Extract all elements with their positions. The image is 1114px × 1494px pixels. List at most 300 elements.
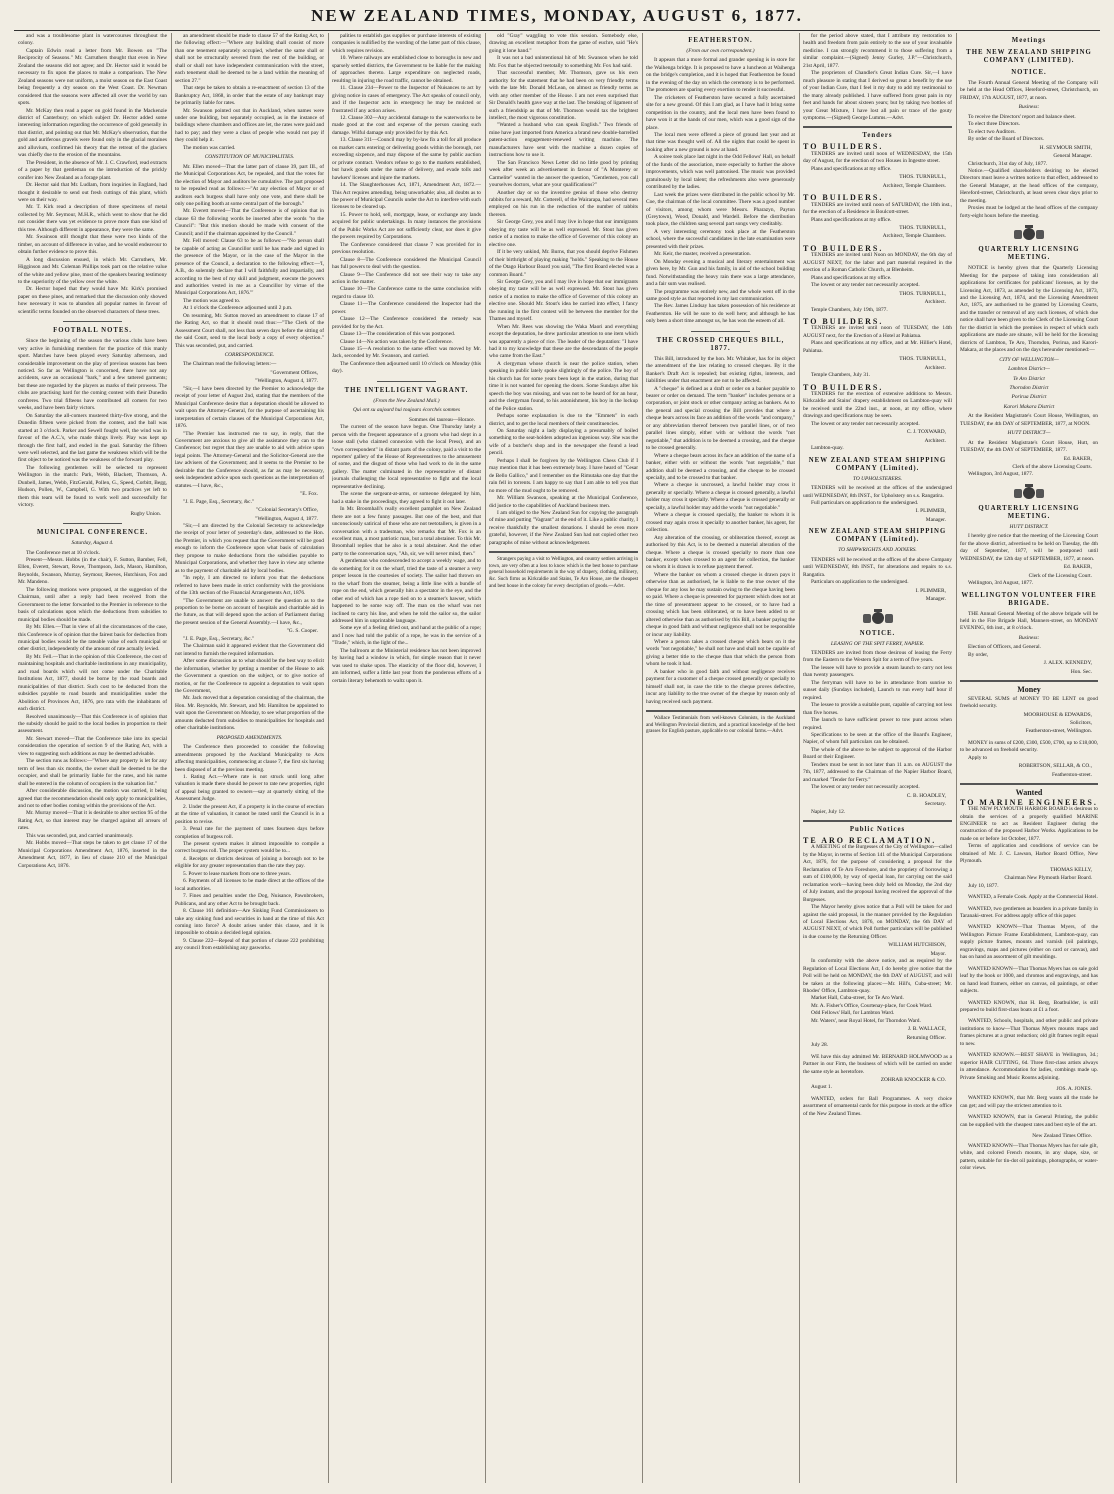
article-text: The Chairman read the following letters:— bbox=[183, 361, 277, 368]
article-text: A gentleman who condescended to accept a weekly wage, and to do something for it on the wharf, tried the taste of a steamer a very proper lesson in the courtesies of society. The sailor had thrown on to the wharf from the steamer, being a little line with a bundle of rope on the end, which generally hits a spectator in the eye, and the other end of which has a rope tied on to a steamer's hawser, which happened to be some way off. The man on the wharf was not inclined to carry his line, and when he told the sailor so, the sailor addressed him in unprintable language. bbox=[332, 558, 481, 624]
ad-text: By order of the Board of Directors. bbox=[968, 136, 1044, 143]
ad-text: The whole of the above to be subject to approval of the Harbor Board or their Engineer. bbox=[803, 746, 952, 761]
divider bbox=[377, 381, 437, 382]
ad-text: The Mayor hereby gives notice that a Poll will be taken for and against the said proposal, in the manner provided by the Regulation of Local Elections Act, 1876, on MONDAY, the 6th DAY of AUGUST NEXT, of which Poll further particulars will be published in due course by the Returning Officer. bbox=[803, 904, 952, 940]
letter-addressee: "J. E. Page, Esq., Secretary, &c." bbox=[183, 635, 255, 642]
article-text: Sir George Grey, you and I may live in hope that our immigrants obeying my taste will be as well expressed. Mr. Stout has given notice of a motion to make the office of Governor of this colony an elective one. bbox=[489, 219, 638, 248]
ad-signature: Chairman New Plymouth Harbor Board. bbox=[1004, 875, 1092, 882]
public-notices-heading: Public Notices bbox=[849, 825, 906, 833]
ad-date: Temple Chambers, July 31. bbox=[811, 372, 871, 379]
ad-signature: J. ALEX. KENNEDY, bbox=[1043, 660, 1092, 667]
ad-text: SEVERAL SUMS of MONEY TO BE LENT on good freehold security. bbox=[960, 695, 1098, 710]
ad-subtitle: NOTICE. bbox=[1011, 69, 1047, 76]
column-rule bbox=[799, 33, 800, 1483]
ad-signature: Architect, Temple Chambers. bbox=[882, 233, 946, 240]
advertisement-footer: Wallace Testimonials from well-known Colonists, in the Auckland and Wellington Provincial districts, and a practical knowledge of the best grasses for English pasture, applicable to our colonial farms.—Advt. bbox=[646, 716, 795, 735]
ad-signature: New Zealand Times Office. bbox=[1032, 1133, 1092, 1140]
letter-header: "Colonial Secretary's Office, bbox=[256, 507, 318, 514]
ad-text: A MEETING of the Burgesses of the City of Wellington—called by the Mayor, in terms of Section 141 of the Municipal Corporations Act, 1876, for the purpose of considering a proposal for the Reclamation of Te Aro Foreshore, and the propriety of borrowing a sum of £100,000, by way of special loan, for carrying out the said reclamation work—having been duly held on Monday, the 2nd day of July instant, and the proposal having received the approval of the Burgesses. bbox=[803, 844, 952, 903]
article-text: The Conference then adjourned until 10 o'clock on Monday (this day). bbox=[332, 360, 481, 375]
article-text: Perhaps I shall be forgiven by the Wellington Chess Club if I may mention that it has been extremely busy. I have heard of "Cesar de Bello Gallico," and I remember on the Rimutaka one day that the rain fell in torrents. I am happy to say that I am able to tell you that no more of the mud ought to be removed. bbox=[489, 457, 638, 494]
article-text: 11. Clause 234—Power to the Inspector of Nuisances to act by giving notice in cases of emergency. The Act speaks of council only, and if the Inspector acts in emergency he may be mulcted or frustrated if any action arises. bbox=[332, 85, 481, 114]
article-text: On Saturday night a lady displaying a presumably of boiled something to the seat-holders adopted an ingenious way. She was the wife of a butcher's shop and in the newspaper she found a lead pencil. bbox=[489, 428, 638, 457]
letter-text: "The Premier has instructed me to say, in reply, that the Government are anxious to give all the assistance they can to the Conference; but regret that they are unable to aid with advice upon legal points. The Attorney-General and the Solicitor-General are the law advisers of the Government; and it seems to the Premier to be desirable that the Conference should, as far as may be necessary, seek independent advice upon such questions as the interpretation of statutes.—I have, &c., bbox=[175, 430, 324, 489]
article-text: Mr. Swanson pointed out that in Auckland, when names were under one building, but separately occupied, as in the instance of buildings where chambers and offices are let, the rates were paid and had to pay; and they were a class of people who would not pay if they could help it. bbox=[175, 107, 324, 144]
ad-signature: ROBERTSON, SELLAR, & CO., bbox=[1018, 763, 1092, 770]
featherston-heading: FEATHERSTON. bbox=[688, 37, 753, 44]
ad-date: July 28. bbox=[811, 1042, 829, 1049]
column-rule bbox=[956, 33, 957, 1483]
ad-signature: Hon. Sec. bbox=[1070, 668, 1092, 675]
royal-crest-icon bbox=[1012, 483, 1046, 501]
article-text: Present—Messrs. Hobbs (in the chair), F. Sutton, Bamber, Fell, Ellen, Everett, Stewart, Rowe, Thompson, Jack, Mason, Hamilton, Reynolds, Swanson, Murray, Seymour, Reeves, Hutchison, Fox and Mr. Mandeno. bbox=[18, 557, 167, 586]
ad-signature: THOS. TURNBULL, bbox=[899, 224, 946, 231]
ad-subtitle: TO UPHOLSTERERS. bbox=[852, 475, 903, 482]
ad-signature: WILLIAM HUTCHISON, bbox=[888, 942, 946, 949]
column-5 bbox=[646, 33, 795, 1483]
royal-crest-icon bbox=[861, 608, 895, 626]
meeting-advertisement bbox=[960, 49, 1098, 220]
article-text: The following motions were proposed, at the suggestion of the Chairman, until after a reply had been received from the Government to the letter forwarded to the Premier in reference to the basis of calculations upon which the deductions from subsidies to municipal bodies should be made. bbox=[18, 586, 167, 623]
article-text: Clause 9—The Conference did not see their way to take any action in the matter. bbox=[332, 271, 481, 285]
ad-text: WE have this day admitted Mr. BERNARD HOLMWOOD as a Partner in our Firm, the business of which will be carried on under the same style as heretofore. bbox=[803, 1053, 952, 1075]
article-text: A very interesting ceremony took place at the Featherston school, where the successful candidates in the late examination were presented with their prizes. bbox=[646, 228, 795, 250]
article-text: On Saturday the all-comers mustered thirty-five strong, and the Dunedin fifteen were picked from the contest, and the ball was started at 3 o'clock. Parker and Sewell fought well, the wind was in favour of the A.C.'s, who made things lively. Play was kept up through the first half, and ended in the goal. Saturday the fifteen were well selected, and the last game the weakness which will be the first object to be noticed was the weakness of the forward play. bbox=[18, 412, 167, 464]
ad-text: To receive the Directors' report and balance sheet. bbox=[968, 113, 1076, 120]
ad-text: The launch to have sufficient power to tow punt across when required. bbox=[803, 717, 952, 731]
article-text: 10. Where railways are established close to boroughs in new and sparsely settled districts, the Government to be liable for the making of approaches thereto. Large expenditure on neglected roads, resulting in injuring the road traffic, cannot be obtained. bbox=[332, 55, 481, 84]
ad-text: Porirua District bbox=[1011, 394, 1047, 401]
article-text: 5. Power to lease markets from one to three years. bbox=[183, 870, 291, 877]
ad-date: July 10, 1877. bbox=[968, 882, 999, 889]
article-text: It was not a bad unintentional hit of Mr. Swanson when he told Mr. Fox that he objected teetotally to something Mr. Fox had said. bbox=[489, 55, 638, 69]
ad-text: Odd Fellows' Hall, for Lambton Ward. bbox=[811, 1010, 895, 1017]
article-text: Clause 11—The Conference considered the Inspector had the power. bbox=[332, 301, 481, 315]
article-text: This Bill, introduced by the hon. Mr. Whitaker, has for its object the amendment of the law relating to crossed cheques. By it the Banker's Draft Act is repealed; but existing rights, interests, and liabilities under that enactment are not to be affected. bbox=[646, 355, 795, 385]
ad-signature: H. SEYMOUR SMITH, bbox=[1039, 144, 1092, 151]
article-text: The Conference met at 10 o'clock. bbox=[26, 549, 101, 556]
article-text: The Rev. James Lindsay has taken possession of his residence at Featherston. He will be sure to do well here; and although he has only been a short time amongst us, he has won the esteem of all. bbox=[646, 303, 795, 325]
article-text: Mr. Ellen moved—That the latter part of clause 39, part III., of the Municipal Corporations Act, be repealed, and that the votes for the election of Mayor and auditors be cumulative. The part proposed to be repealed read as follows:—"At any election of Mayor or of auditors each burgess shall have only one vote, and there shall be only one polling booth at some central part of the borough." bbox=[175, 163, 324, 207]
ad-text: Thorndon District bbox=[1009, 384, 1049, 391]
article-text: Perhaps some explanation is due to the "Emmets" in each district, and to get the local members of their constituencies. bbox=[489, 413, 638, 427]
tender-advertisement bbox=[803, 143, 952, 190]
ad-text: The ferryman will have to be in attendance from sunrise to sunset daily (Sundays included), Launch to run every half hour if required. bbox=[803, 679, 952, 701]
article-source: (From our own correspondent.) bbox=[686, 48, 755, 54]
testimonial-text: The proprietors of Chandler's Great Indian Cure. Sir,—I have much pleasure in stating that I derived so great a benefit by the use of your Indian Cure, that I feel it my duty to add my testimonial to the many already published. I have suffered from great pain in my feet and hands for about sixteen years; but by taking two bottles of your Great Mixture, I have lost all pain or trace of the gouty symptoms.—(Signed) George Lumms.—Advt. bbox=[803, 70, 952, 121]
letter-addressee: "J. E. Page, Esq., Secretary, &c." bbox=[183, 498, 255, 505]
article-text: This was seconded, put, and carried unanimously. bbox=[26, 832, 134, 839]
article-text: Clause 8—The Conference considered the Municipal Council has full powers to deal with the question. bbox=[332, 256, 481, 271]
newspaper-page bbox=[18, 33, 1098, 1483]
municipal-conference-heading: MUNICIPAL CONFERENCE. bbox=[36, 529, 149, 537]
divider bbox=[960, 783, 1098, 785]
tender-advertisement bbox=[803, 384, 952, 453]
column-3 bbox=[332, 33, 481, 1483]
letter-signature: "G. S. Cooper. bbox=[286, 628, 318, 635]
article-text: The present system makes it almost impossible to compile a correct burgess roll. The proper system would be to... bbox=[175, 841, 324, 855]
article-text: 13. Clause 311—Council may by by-law fix a toll for all produce on market carts entering or delivering goods within the borough, not exceeding sixpence, and may dispose of the same by public auction or private contract. Vendors refuse to go to the markets established, but hawk goods under the name of delivery, and evade tolls and hawkers' licenses and injure the markets. bbox=[332, 137, 481, 181]
article-text: A banker who in good faith and without negligence receives payment for a customer of a cheque crossed generally or specially to himself shall not, in case the title to the cheque proves defective, incur any liability to the true owner of the cheque by reason only of having received such payment. bbox=[646, 668, 795, 705]
ad-text: TENDERS are invited from those desirous of leasing the Ferry from the Eastern to the Western Spit for a term of five years. bbox=[803, 650, 952, 664]
column-rule bbox=[642, 33, 643, 1483]
ad-text: TENDERS will be received at the offices of the undersigned until WEDNESDAY, 8th INST., for Upholstery on s.s. Rangatira. bbox=[803, 485, 952, 499]
article-text: The motion was carried. bbox=[183, 144, 236, 151]
ad-signature: Architect. bbox=[924, 364, 946, 371]
ad-date: Wellington, 3rd August, 1877. bbox=[968, 580, 1034, 587]
article-text: A soiree took place last night in the Odd Fellows' Hall, on behalf of the funds of the association, more especially to further the above improvements, which was well patronised. The music was provided gratuitously by local talent; the refreshments also were generously contributed by the ladies. bbox=[646, 154, 795, 191]
ad-date: Lambton-quay. bbox=[811, 445, 844, 452]
ad-text: Mr. A. Fisher's Office, Courtenay-place, for Cook Ward. bbox=[811, 1002, 933, 1009]
letter-text: "In reply, I am directed to inform you that the deductions referred to have been made in strict conformity with the provisions of the 13th section of the Financial Arrangements Act, 1876. bbox=[175, 575, 324, 597]
article-text: 15. Power to hold, sell, mortgage, lease, or exchange any lands acquired for public undertakings. In many instances the provisions of the Public Works Act are not sufficiently clear, nor does it give the powers required by Corporations. bbox=[332, 211, 481, 241]
article-text: 14. The Slaughterhouses Act, 1871, Amendment Act, 1872.—This Act requires amending, being unworkable; also, all doubts as to the power of Municipal Councils under the Act to interfere with such licenses to be cleared up. bbox=[332, 182, 481, 211]
ad-subtitle: HUTT DISTRICT. bbox=[1009, 523, 1049, 530]
ad-signature: Ed. BAKER, bbox=[1063, 564, 1092, 571]
ad-text: TENDERS are invited until noon of SATURDAY, the 18th inst., for the erection of a Residence in Boulcott-street. bbox=[803, 201, 952, 216]
article-text: In Mr. Broomhall's really excellent pamphlet on New Zealand there are not a few funny passages. But one of the best, and that unconsciously satirical of those who are not teetotallers, is given in a conversation with a tradesman, who remarks that Mr. Fox is an excellent man, a most patriotic man, but a total abstainer. To this Mr. Broomhall replies that he also is a total abstainer. And the other party to the conversation says, "Ah, sir, we will never mind, then." bbox=[332, 506, 481, 557]
meeting-advertisement bbox=[960, 505, 1098, 588]
ad-text: Proxies must be lodged at the head offices of the company forty-eight hours before the meeting. bbox=[960, 205, 1098, 219]
meeting-advertisement bbox=[960, 246, 1098, 479]
article-text: Dr. Hector hoped that they would have Mr. Kirk's promised paper on these pines, and remarked that the discussion only showed how necessary it was to abandon all popular names in favour of scientific terms founded on the observed characters of these trees. bbox=[18, 286, 167, 315]
ad-title: TO BUILDERS. bbox=[803, 243, 884, 253]
article-text: That steps be taken to obtain a re-enactment of section 13 of the Bankruptcy Act, 1868, in order that the estate of any bankrupt may be primarily liable for rates. bbox=[175, 85, 324, 107]
article-text: Mr. Murray moved—That it is desirable to alter section 95 of the Rating Act, so that interest may be charged against all arrears of rates. bbox=[18, 810, 167, 832]
divider bbox=[63, 523, 123, 524]
column-2 bbox=[175, 33, 324, 1483]
ad-signature: Architect. bbox=[924, 437, 946, 444]
ad-date: Christchurch, 31st day of July, 1877. bbox=[968, 160, 1048, 167]
article-text: After considerable discussion, the motion was carried, it being agreed that the recommendation should only apply to municipalities, and not to other bodies coming within the provisions of the Act. bbox=[18, 788, 167, 809]
ad-text: TENDERS are invited until Noon on MONDAY, the 6th day of AUGUST NEXT, for the labor and part material required in the erection of a Roman Catholic Church, at Blenheim. bbox=[803, 252, 952, 274]
ad-signature: MOORHOUSE & EDWARDS, bbox=[1023, 711, 1092, 718]
article-text: Mr. Jack moved that a deputation consisting of the chairman, the Hon. Mr. Reynolds, Mr. Stewart, and Mr. Hamilton be appointed to wait upon the Government on Monday, to see what proportion of the amounts deducted from subsidies to municipalities for hospitals and other charitable institutions. bbox=[175, 695, 324, 732]
article-text: old "Gray" waggling to vote this session. Somebody else, drawing an excellent metaphor from the game of euchre, said "He's going it lone hand." bbox=[489, 33, 638, 54]
article-text: Clause 12—The Conference considered the remedy was provided for by the Act. bbox=[332, 316, 481, 330]
article-text: Mr. Swainson still thought that these were two kinds of the timber, on account of difference in value, and he would endeavour to obtain further evidence to prove this. bbox=[18, 234, 167, 256]
ad-signature: THOMAS KELLY, bbox=[1050, 866, 1092, 873]
article-text: Some eye of a feeling dried out, and hand at the public of a rope; and I now had told the public of a rope, he was in the service of a "Trade," which, in the light of the... bbox=[332, 625, 481, 647]
article-motto: Qui ont su aujourd hui toujours écorchés sommes bbox=[353, 407, 460, 414]
article-text: A "cheque" is defined as a draft or order on a banker payable to bearer or order on demand. The term "banker" includes persons or a corporation, or joint stock or other company acting as bankers. As to the general and special crossing the Bill provides that where a cheque bears across its face an addition of the words "and company," or any abbreviation thereof between two parallel lines, or of two parallel lines simply, either with or without the words "not negotiable," that addition is to be deemed a crossing, and the cheque to be crossed generally. bbox=[646, 385, 795, 452]
public-notice bbox=[803, 1054, 952, 1092]
ad-title: WELLINGTON VOLUNTEER FIRE BRIGADE. bbox=[961, 591, 1097, 607]
section-subheading: CONSTITUTION OF MUNICIPALITIES. bbox=[204, 154, 295, 161]
article-signature: Rugby Union. bbox=[130, 510, 161, 517]
ad-date: Napier, July 12. bbox=[811, 808, 846, 815]
ad-title: QUARTERLY LICENSING MEETING. bbox=[978, 504, 1080, 520]
notice-advertisement bbox=[803, 630, 952, 816]
tender-advertisement bbox=[803, 194, 952, 241]
article-text: "Wanted a husband who can speak English." Two friends of mine have just imported from America a brand new double-barrelled patent-action engagement-renewed writing machine. The manufacturers have sent with the machine a dozen copies of instructions how to use it. bbox=[489, 122, 638, 159]
article-text: When Mr. Rees was showing the Waka Maori and everything except the deputation, he drew particular attention to one item which was apparently a piece of rice. The leader of the deputation: "I have had it to my knowledge that these are the descendants of the people who came from the East." bbox=[489, 323, 638, 360]
article-text: Sir George Grey, you and I may live in hope that our immigrants obeying my taste will be as well expressed. Mr. Stout has given notice of a motion to make the office of Governor of this colony an elective one. Should Mr. Stout's idea be carried into effect, I fancy the running in the first contest will be between the member for the Thames and myself. bbox=[489, 278, 638, 323]
ad-title: TO BUILDERS. bbox=[803, 193, 884, 203]
ad-text: By order, bbox=[968, 651, 989, 658]
column-rule bbox=[485, 33, 486, 1483]
ad-text: Market Hall, Cuba-street, for Te Aro Ward. bbox=[811, 995, 904, 1002]
article-text: The motion was agreed to. bbox=[183, 297, 241, 304]
tender-advertisement bbox=[803, 318, 952, 380]
ad-title: TO BUILDERS. bbox=[803, 316, 884, 326]
divider bbox=[489, 551, 638, 553]
section-subheading: PROPOSED AMENDMENTS. bbox=[216, 734, 283, 741]
tender-advertisement bbox=[803, 528, 952, 603]
advertisement-footer: Strangers paying a visit to Wellington, and country settlers arriving in town, are very often at a loss to know which is the best house to purchase general household requirements in the way of drapery, clothing, millinery, &c. Such firms as Kirkcaldie and Stains, Te Aro House, are the cheapest and best house in the colony for every description of goods.—Advt. bbox=[489, 557, 638, 589]
ad-text: THE NEW PLYMOUTH HARBOR BOARD is desirous to obtain the services of a properly qualified MARINE ENGINEER to act as Resident Engineer during the construction of the proposed Harbor Works. Applications to be made on or before 1st October, 1877. bbox=[960, 806, 1098, 842]
article-text: Where a person takes a crossed cheque which bears on it the words "not negotiable," he shall not have and shall not be capable of giving a better title to the cheque than that which the person from whom he took it had. bbox=[646, 638, 795, 668]
article-text: The scene the sergeant-at-arms, or someone delegated by him, had a stake in the proceedings, they agreed to fight it out later. bbox=[332, 491, 481, 505]
article-text: After some discussion as to what should be the best way to elicit the information, whether by getting a member of the House to ask the Government a question on the subject, or to give notice of motion, or for the Conference to appoint a deputation to wait upon the Government, bbox=[175, 658, 324, 694]
crossed-cheques-heading: THE CROSSED CHEQUES BILL, 1877. bbox=[656, 336, 785, 352]
article-date: Saturday, August 4. bbox=[71, 540, 114, 547]
ad-subtitle: TO SHIPWRIGHTS AND JOINERS. bbox=[838, 547, 917, 554]
ad-text: TENDERS are invited until noon of TUESDAY, the 14th AUGUST next, for the Erection of a Hotel at Pahiatua. bbox=[803, 325, 952, 339]
article-text: At 1 o'clock the Conference adjourned until 2 p.m. bbox=[183, 305, 293, 312]
ad-signature: General Manager. bbox=[1053, 153, 1092, 160]
ad-text: In conformity with the above notice, and as required by the Regulation of Local Elections Act, I do hereby give notice that the Poll will be held on MONDAY, the 6th DAY of AUGUST, and will be taken at the following places:—Mr. Hill's, Cuba-street; Mr. Rhodes' Office, Lambton-quay. bbox=[803, 958, 952, 995]
wanted-advertisement: WANTED, a Female Cook. Apply at the Commercial Hotel. bbox=[968, 894, 1098, 901]
article-text: The Chairman said it appeared evident that the Government did not intend to furnish the required information. bbox=[175, 643, 324, 657]
article-text: Clause 14—No action was taken by the Conference. bbox=[340, 338, 453, 345]
article-text: an amendment should be made to clause 57 of the Rating Act, to the following effect:—"Where any building shall consist of more than one tenement separately occupied, whether the same shall or shall not be structurally severed from the rest of the building, or shall or shall not have independent communication with the street, each tenement shall be deemed to be a land within the meaning of section 27." bbox=[175, 33, 324, 84]
ad-subtitle: Business: bbox=[1018, 634, 1040, 641]
article-text: The following gentlemen will be selected to represent Wellington in the match: Park, Webb, Blackett, Thomson, A. Dunbell, James, Webb, FitzGerald, Pollen, G., Speed, Corbitt, Begg, Hudson, Pollen, W., Campbell, G. With two practices yet left to them this team will be found to work well and successfully for victory. bbox=[18, 464, 167, 509]
tender-advertisement bbox=[803, 245, 952, 314]
ad-signature: C. J. TOXWARD, bbox=[906, 429, 946, 436]
ad-text: Specifications to be seen at the office of the Board's Engineer, Napier, of whom full particulars can be obtained. bbox=[803, 731, 952, 746]
ad-title: TO BUILDERS. bbox=[803, 382, 884, 392]
wanted-advertisement bbox=[960, 799, 1098, 890]
article-text: Clause 15—A resolution to the same effect was moved by Mr. Jack, seconded by Mr. Swanson, and carried. bbox=[332, 346, 481, 360]
ad-text: To elect two Auditors. bbox=[968, 128, 1016, 135]
ad-text: Karori Makara District bbox=[1003, 403, 1055, 410]
ad-text: Plans and specifications at my office. bbox=[811, 274, 892, 281]
article-text: 6. Payments of all licenses to be made direct at the offices of the local authorities. bbox=[175, 878, 324, 892]
article-text: 2. Under the present Act, if a property is in the course of erection at the time of valuation, it cannot be rated until the Council is in a position to revise. bbox=[175, 803, 324, 825]
ad-text: Plans and specifications at my office. bbox=[811, 216, 892, 223]
ad-signature: Returning Officer. bbox=[906, 1034, 946, 1041]
ad-text: Notice.—Qualified shareholders desiring to be elected Directors must leave a written notice to that effect, addressed to the General Manager, at the head offices of the company, Hereford-street, Christchurch, at least seven clear days prior to the meeting. bbox=[960, 167, 1098, 204]
article-text: The Conference then proceeded to consider the following amendments proposed by the Auckland Municipality to Acts affecting municipalities, commencing at clause 7, the first six having been disposed of at the previous meeting. bbox=[175, 744, 324, 773]
wanted-advertisement: WANTED KNOWN, that H. Berg, Boatbuilder, is still prepared to build first-class boats at £1 a foot. bbox=[960, 999, 1098, 1013]
wanted-advertisement: WANTED, two gentlemen as boarders in a private family in Taranaki-street. For address apply office of this paper. bbox=[960, 905, 1098, 919]
letter-header: "Government Offices, bbox=[270, 369, 318, 376]
tender-advertisement bbox=[803, 457, 952, 525]
column-6 bbox=[803, 33, 952, 1483]
article-text: The San Francisco News Letter did no little good by printing week after week an advertisement in favour of "A Monterey or Carmelite" wanted in the answer the question, "Gentlemen, you call yourselves doctors, what are your qualifications?" bbox=[489, 159, 638, 189]
wanted-advertisement: WANTED KNOWN.—BEST SHAVE in Wellington, 3d.; superior HAIR CUTTING, 6d. Three first-class artists always in attendance. Accommodation for ladies, combings made up. Private Smoking and Music Rooms adjoining. bbox=[960, 1052, 1098, 1081]
ad-signature: Clerk of the Licensing Court. bbox=[1028, 572, 1092, 579]
ad-signature: Featherston-street, Wellington. bbox=[1025, 728, 1092, 735]
ad-text: The Fourth Annual General Meeting of the Company will be held at the Head Offices, Hereford-street, Christchurch, on FRIDAY, 17th AUGUST, 1877, at noon. bbox=[960, 80, 1098, 101]
article-text: Mr. Keir, the master, received a presentation. bbox=[654, 251, 751, 258]
article-text: The local men were offered a piece of ground last year and at that time was thought well of. All the nights that could be spent in looking after a new ground is now at hand. bbox=[646, 131, 795, 153]
article-text: Last week the prizes were distributed in the public school by Mr. Coe, the chairman of the local committee. There was a good number of visitors, among whom were Messrs. Pharazyn, Payton (Greytown), Wood, Donald, and Wardell. Before the distribution took place, the children sang several part songs very creditably. bbox=[646, 191, 795, 228]
article-text: 3. Penal rate for the payment of rates fourteen days before completion of burgess roll. bbox=[175, 826, 324, 840]
ad-text: TENDERS for the erection of extensive additions to Messrs. Kirkcaldie and Stains' drapery establishment on Lambton-quay will be received until the 22nd inst., at noon, at my office, where drawings and specifications may be seen. bbox=[803, 391, 952, 420]
ad-title: NEW ZEALAND STEAM SHIPPING COMPANY (Limited). bbox=[808, 528, 947, 544]
wanted-heading: Wanted bbox=[1015, 788, 1043, 798]
letter-date: "Wellington, August 4, 1877. bbox=[255, 515, 318, 522]
divider bbox=[803, 126, 952, 128]
masthead: NEW ZEALAND TIMES, MONDAY, AUGUST 6, 1877. bbox=[311, 6, 803, 25]
ad-signature: Solicitors, bbox=[1069, 720, 1092, 726]
letter-text: "Sir,—I am directed by the Colonial Secretary to acknowledge the receipt of your letter of yesterday's date, addressed to the Hon. the Premier, in which you request that the Government will be good enough to inform the Conference upon what basis of calculation they propose to make deductions from the subsidies payable to Municipal Corporations, and whether they have in view any scheme as to the payment of charitable aid by local bodies. bbox=[175, 523, 324, 574]
intelligent-vagrant-heading: THE INTELLIGENT VAGRANT. bbox=[344, 386, 469, 394]
article-text: The President, in the absence of Mr. J. C. Crawford, read extracts of a paper by that gentleman on the introduction of the prickly conifer into New Zealand as a forage plant. bbox=[18, 159, 167, 181]
ad-subtitle: HUTT DISTRICT— bbox=[1007, 430, 1051, 437]
money-advertisement bbox=[960, 740, 1098, 779]
ad-text: Election of Officers, and General. bbox=[968, 644, 1041, 651]
ad-text: The lowest or any tender not necessarily accepted. bbox=[811, 420, 920, 427]
meeting-advertisement bbox=[960, 592, 1098, 677]
wanted-advertisement: WANTED KNOWN, that Mr. Berg wants all the trade he can get; and will pay the strictest attention to it. bbox=[960, 1095, 1098, 1109]
royal-crest-icon bbox=[1012, 224, 1046, 242]
article-text: Mr. Stewart moved—That the Conference take into its special consideration the operation of section 9 of the Rating Act, with a view to suggesting such additions as may be deemed advisable. bbox=[18, 735, 167, 757]
testimonial-text: for the period above stated, that I attribute my restoration to health and freedom from pain entirely to the use of your invaluable medicine. I can strongly recommend it to those suffering from a similar complaint.—(Signed) Jenny Gurley, J.P."—Christchurch, 21st April, 1877. bbox=[803, 33, 952, 69]
ad-text: Full particulars on application to the undersigned. bbox=[811, 500, 919, 507]
ad-signature: I. PLIMMER, bbox=[915, 587, 946, 594]
article-text: Where a cheque bears across its face an addition of the name of a banker, either with or without the words "not negotiable," that addition shall be deemed a crossing, and the cheque to be crossed specially, and to be crossed to that banker. bbox=[646, 452, 795, 482]
article-text: 12. Clause 302—Any accidental damage to the waterworks to be made good at the cost and expense of the person causing such damage. Wilful damage only provided for by this Act. bbox=[332, 114, 481, 136]
ad-signature: J. B. WALLACE, bbox=[907, 1026, 946, 1033]
ad-text: I hereby give notice that the meeting of the Licensing Court for the above district, advertised to be held on Tuesday, the 4th day of September, 1877, will be postponed until WEDNESDAY, the 12th day of SEPTEMBER, 1877, at noon. bbox=[960, 533, 1098, 562]
article-text: The current of the season have begun. One Thursday lately a person with the frequent appearance of a groom who had slept in a loose stall (who claimed connexion with the local Press), and an "own correspondent" in distant parts of the colony, paid a visit to the reporters' gallery of the House of Representatives to the amusement of some, and the disgust of those who had work to do in the same gallery. The matter culminated in the representative of distant journals challenging the local representative to fight and the local representative declining. bbox=[332, 424, 481, 490]
ad-text: Mr. Waters', near Royal Hotel, for Thorndon Ward. bbox=[811, 1017, 921, 1024]
ad-text: Particulars on application to the undersigned. bbox=[811, 579, 909, 586]
article-text: Since the beginning of the season the various clubs have been very active in furnishing members for the practice of this manly sport. Matches have been played every Saturday afternoon, and considerable improvement on the play of previous seasons has been noticed. So far as Wellington is concerned, there have not any accidents, save an occasional "bark," and a few tattered garments; but these are regarded by the players as marks of their prowess. The clubs are practising hard for the coming contest with their Dunedin confreres. Two trial fifteens have contributed all comers for two weeks, and have been fairly victors. bbox=[18, 338, 167, 412]
column-7 bbox=[960, 33, 1098, 1483]
ad-subtitle: Business: bbox=[1018, 104, 1040, 111]
ad-signature: Manager. bbox=[925, 596, 946, 603]
ad-text: TENDERS are invited until noon of WEDNESDAY, the 15th day of August, for the erection of two Houses in Ingestre street. bbox=[803, 150, 952, 165]
ad-text: Apply to bbox=[968, 754, 988, 761]
ad-text: Te Aro District bbox=[1013, 375, 1045, 382]
ad-signature: THOS. TURNBULL, bbox=[899, 174, 946, 181]
article-text: The section runs as follows:—"Where any property is let for any term of less than six months, the owner shall be deemed to be the occupier, and shall be primarily liable for the rates, and his name shall be entered in the column of occupiers in the valuation list." bbox=[18, 758, 167, 787]
article-text: 1. Rating Act.—Where rate is not struck until long after valuation is made there should be power to rate new properties, right of appeal being granted to owners—say at quarterly sitting of the Assessment Judge. bbox=[175, 773, 324, 803]
article-text: The Conference considered that clause 7 was provided for in previous resolution. bbox=[332, 241, 481, 256]
football-notes-heading: FOOTBALL NOTES. bbox=[53, 327, 132, 335]
article-text: That successful member, Mr. Thomson, gave us his own authority for the statement that he had been on very friendly terms with the late Mr. Donald McLean, on almost as friendly terms as with any other member of the House. I am not even surprised that Sir Donald's health gave way at the last. The breaking of ligament of such a friendship as that of Mr. Thomson would tax the brightest intellect, the most vigorous constitution. bbox=[489, 70, 638, 121]
article-text: 9. Clause 222—Repeal of that portion of clause 222 prohibiting any council from establishing any gasworks. bbox=[175, 937, 324, 952]
letter-signature: "E. Fox. bbox=[300, 491, 318, 498]
article-text: Clause 10—The Conference came to the same conclusion with regard to clause 10. bbox=[332, 286, 481, 300]
article-text: Captain Edwin read a letter from Mr. Bowen on "The Reciprocity of Seasons." Mr. Carruthers thought that even in New Zealand the seasons did not agree; and Dr. Hector said it would be necessary to fix upon the places to make a comparison. The New Zealand seasons were not uniform, a moist season on the East Coast being frequently a dry season on the West Coast. Dr. Newman considered that the seasons were affected all over the world by sun spots. bbox=[18, 47, 167, 107]
article-motto: Sommes dei taureau—Horace. bbox=[408, 416, 475, 423]
ad-signature: Mayor. bbox=[930, 950, 946, 957]
ad-text: TENDERS will be received at the offices of the above Company until WEDNESDAY, 8th INST., for alterations and repairs to s.s. Rangatira. bbox=[803, 556, 952, 578]
letter-text: "The Government are unable to answer the question as to the proportion to be borne on account of hospitals and charitable aid in the future, as that will depend upon the action of Parliament during the present session of the General Assembly.—I have, &c., bbox=[175, 597, 324, 626]
divider bbox=[646, 710, 795, 712]
ad-date: Wellington, 3rd August, 1877. bbox=[968, 471, 1034, 478]
divider bbox=[63, 321, 123, 322]
article-text: It appears that a more formal and grander opening is in store for the Waihenga bridge. It is proposed to have a luncheon at Waihenga on the bridge's completion, and it is hoped that Featherston be found in the evening of the day on which the ceremony is to be performed. The promoters are sparing every exertion to render it successful. bbox=[646, 57, 795, 94]
wanted-advertisement: WANTED KNOWN—That Thomas Myers, of the Wellington Picture Frame Establishment, Lambton-quay, can supply picture frames, mounts and varnish (oil paintings, engravings, maps and pictures (either on card or canvas), and has on hand an assortment of gilt mouldings. bbox=[960, 924, 1098, 961]
money-advertisement bbox=[960, 696, 1098, 736]
masthead-rule bbox=[14, 30, 1100, 31]
ad-text: Terms of application and conditions of service can be obtained of Mr. J. C. Lawson, Harbor Board Office, New Plymouth. bbox=[960, 843, 1098, 865]
ad-text: To elect three Directors. bbox=[968, 121, 1021, 128]
divider bbox=[691, 331, 751, 332]
ad-title: NOTICE. bbox=[859, 629, 896, 637]
ad-text: Tenders must be sent in not later than 11 a.m. on AUGUST the 7th, 1877, addressed to the Chairman of the Napier Harbor Board, and marked "Tender for Ferry." bbox=[803, 761, 952, 783]
ad-text: The lowest or any tender not necessarily accepted. bbox=[811, 282, 920, 289]
divider bbox=[803, 820, 952, 822]
ad-text: At the Resident Magistrate's Court House, Hutt, on TUESDAY, the 4th DAY of SEPTEMBER, 1877. bbox=[960, 439, 1098, 454]
public-notice bbox=[803, 1096, 952, 1118]
ad-text: The lowest or any tender not necessarily accepted. bbox=[811, 784, 920, 791]
section-subheading: CORRESPONDENCE. bbox=[224, 352, 275, 359]
ad-text: At the Resident Magistrate's Court House, Wellington, on TUESDAY, the 4th DAY of SEPTEMBER, 1877, at NOON. bbox=[960, 413, 1098, 427]
article-text: Where a cheque is crossed specially, the banker to whom it is crossed may again cross it specially to another banker, his agent, for collection. bbox=[646, 512, 795, 534]
article-text: The programme was entirely new, and the whole went off in the same good style as that reported in my last communication. bbox=[646, 288, 795, 302]
money-heading: Money bbox=[1017, 685, 1041, 695]
article-text: Where the banker on whom a crossed cheque is drawn pays it otherwise than as authorised, he is liable to the true owner of the cheque for any loss he may sustain owing to the cheque having been so paid. Where a cheque is presented for payment which does not at the time of presentment appear to be crossed, or to have had a crossing which has been obliterated, or to have been added to or altered otherwise than as authorised by this Bill, a banker paying the cheque in good faith and without negligence shall not be responsible or incur any liability. bbox=[646, 571, 795, 638]
article-text: Mr. McKay then read a paper on gold found in the Mackenzie district of Canterbury; on which subject Dr. Hector added some interesting information regarding the occurrence of gold generally in that district, and pointing out that Mr. McKay's observation, that the gold and auriferous gravels were found only in the glacial moraines and alluvium, confirmed his theory that the retreat of the glaciers was chiefly due to the erosion of the mountains. bbox=[18, 107, 167, 159]
ad-subtitle: CITY OF WELLINGTON— bbox=[999, 356, 1059, 363]
article-text: On resuming, Mr. Sutton moved an amendment to clause 17 of the Rating Act, so that it should read thus:—"The Clerk of the Assessment Court shall, not less than seven days before the sitting of the said Court, send to the local body a copy of every objection." This was seconded, put, and carried. bbox=[175, 312, 324, 349]
ad-text: Plans and specifications at my office. bbox=[811, 165, 892, 172]
ad-signature: JOS. A. JONES. bbox=[1056, 1086, 1092, 1093]
ad-text: NOTICE is hereby given that the Quarterly Licensing Meeting for the purpose of taking into consideration all applications for certificates for publicans' licenses, as by the Licensing Act, 1873, as amended by the Licensing Act, 1873, and the Licensing Act, 1874, and the Licensing Amendment Act, 1875, are authorised to be granted by Licensing Courts, and the transfer or removal of any such licenses, of which due notice shall have been given to the Clerk of the Licensing Court for the district in which the premises in respect of which such applications are made are situate, will be held for the licensing districts of Lambton, Te Aro, Thorndon, Porirua, and Karori-Makara, at the places and on the days hereunder mentioned:— bbox=[960, 265, 1098, 354]
ad-signature: Manager. bbox=[925, 516, 946, 523]
article-text: By Mr. Ellen.—That in view of all the circumstances of the case, this Conference is of opinion that the fairest basis for deduction from municipal bodies would be the rateable value of each municipal or other district, independently of the amount of rate actually levied. bbox=[18, 624, 167, 653]
ad-title: QUARTERLY LICENSING MEETING. bbox=[978, 246, 1080, 262]
article-text: The ballroom at the Ministerial residence has not been improved by having had a window in which, for simple reason that it never was used to shake upon. The elasticity of the floor did, however, I am informed, suffer a little last year from the ponderous efforts of a certain literary behemoth to waltz upon it. bbox=[332, 647, 481, 684]
ad-title: TO BUILDERS. bbox=[803, 142, 884, 152]
ad-date: August 1. bbox=[811, 1084, 832, 1091]
ad-title: TE ARO RECLAMATION. bbox=[803, 835, 937, 845]
ad-signature: Clerk of the above Licensing Courts. bbox=[1012, 464, 1092, 471]
ad-signature: Featherston-street. bbox=[1052, 771, 1092, 778]
column-4 bbox=[489, 33, 638, 1483]
article-text: palities to establish gas supplies or purchase interests of existing companies is nullified by the wording of the latter part of this clause, which requires revision. bbox=[332, 33, 481, 54]
column-rule bbox=[171, 33, 172, 1483]
ad-signature: ZOHRAB KNOCKER & CO. bbox=[880, 1077, 946, 1084]
ad-signature: Architect. bbox=[924, 299, 946, 306]
letter-text: "Sir,—I have been directed by the Premier to acknowledge the receipt of your letter of August 2nd, stating that the members of the Municipal Conference desire that a deputation should be allowed to wait upon the Attorney-General, for the purpose of ascertaining his interpretation of certain clauses of the Municipal Corporations Act, 1876. bbox=[175, 385, 324, 430]
article-text: A clergyman whose church is near the police station, when speaking in public lately spoke slightingly of the police. The boy of his church has for some years been kept in the station, during that time it is not wanted for opening the doors. Some Sundays after his speech the boy was missing, and was not to be heard of for an hour, and the clergyman found, to his astonishment, his boy in the lockup of the Police station. bbox=[489, 360, 638, 412]
article-text: and was a troublesome plant in watercourses throughout the colony. bbox=[18, 33, 167, 47]
article-text: A long discussion ensued, in which Mr. Carruthers, Mr. Higginson and Mr. Coleman Phillips took part on the relative value of the white and yellow pine, most of the speakers bearing testimony to the superiority of the yellow over the white. bbox=[18, 256, 167, 285]
wanted-advertisement: WANTED KNOWN—That Thomas Myers has on sale gold leaf by the book or 1000, and chromos and engravings, and has on hand lead framers, either on canvas, oil paintings, or other subjects. bbox=[960, 965, 1098, 995]
column-rule bbox=[328, 33, 329, 1483]
article-source: (From the New Zealand Mail.) bbox=[373, 397, 440, 404]
wanted-advertisement: WANTED KNOWN, that in General Printing, the public can be supplied with the cheapest rates and best style of the art. bbox=[960, 1114, 1098, 1128]
ad-signature: Secretary. bbox=[924, 801, 946, 808]
article-text: Dr. Hector said that Mr. Ludlam, from inquiries in England, had thought it desirable to send out fresh cuttings of this plant, which were on their way. bbox=[18, 182, 167, 203]
ad-title: TO MARINE ENGINEERS. bbox=[960, 797, 1098, 807]
ad-signature: I. PLIMMER, bbox=[915, 508, 946, 515]
article-text: By Mr. Fell.—That in the opinion of this Conference, the cost of maintaining hospitals and charitable institutions in any municipality, and road boards which will not come under the Charitable Institutions Act, 1877, should be borne by the road boards and municipalities of that district. Such cost to be deducted from the subsidies payable to road boards and municipalities under the Abolition of Provinces Act, 1876, pro rata with the inhabitants of each district. bbox=[18, 653, 167, 713]
ad-text: The lessee will have to provide a steam launch to carry not less than twenty passengers. bbox=[803, 664, 952, 679]
article-text: Mr. T. Kirk read a description of three specimens of metal collected by Mr. Seymour, M.H.R., which went to show that he did not consider there was yet evidence to prove more than one kind of this tree. Although different in appearance, they were the same. bbox=[18, 204, 167, 233]
column-1 bbox=[18, 33, 167, 1483]
article-text: Resolved unanimously—That this Conference is of opinion that the subsidy should be paid to the local bodies in proportion to their assessment. bbox=[18, 713, 167, 735]
article-text: Mr. William Swanson, speaking at the Municipal Conference, did justice to the capabilities of Auckland business men. bbox=[489, 495, 638, 509]
ad-text: The lessee to provide a suitable punt, capable of carrying not less than five horses. bbox=[803, 702, 952, 716]
meetings-heading: Meetings bbox=[1011, 37, 1047, 44]
article-text: On Monday evening a musical and literary entertainment was given here, by Mr. Gun and his family, in aid of the school building fund. Notwithstanding the heavy rain there was a large attendance, and a fair sum was realised. bbox=[646, 258, 795, 288]
article-text: If it be very unkind, Mr. Burns, that you should deprive Fishmen of their birthright of playing making "holds." Speaking to the House of the Otago Harbour Board you said, "The first Board elected was a common Board." bbox=[489, 249, 638, 278]
ad-signature: THOS. TURNBULL, bbox=[899, 356, 946, 363]
ad-signature: Ed. BAKER, bbox=[1063, 455, 1092, 462]
article-text: Where a cheque is uncrossed, a lawful holder may cross it generally or specially. Where a cheque is crossed generally, a lawful holder may cross it specially. Where a cheque is crossed generally or specially, a lawful holder may add the words "not negotiable." bbox=[646, 482, 795, 511]
article-text: 4. Receipts or districts desirous of joining a borough not to be eligible for any greater representation than the rate they pay. bbox=[175, 855, 324, 870]
